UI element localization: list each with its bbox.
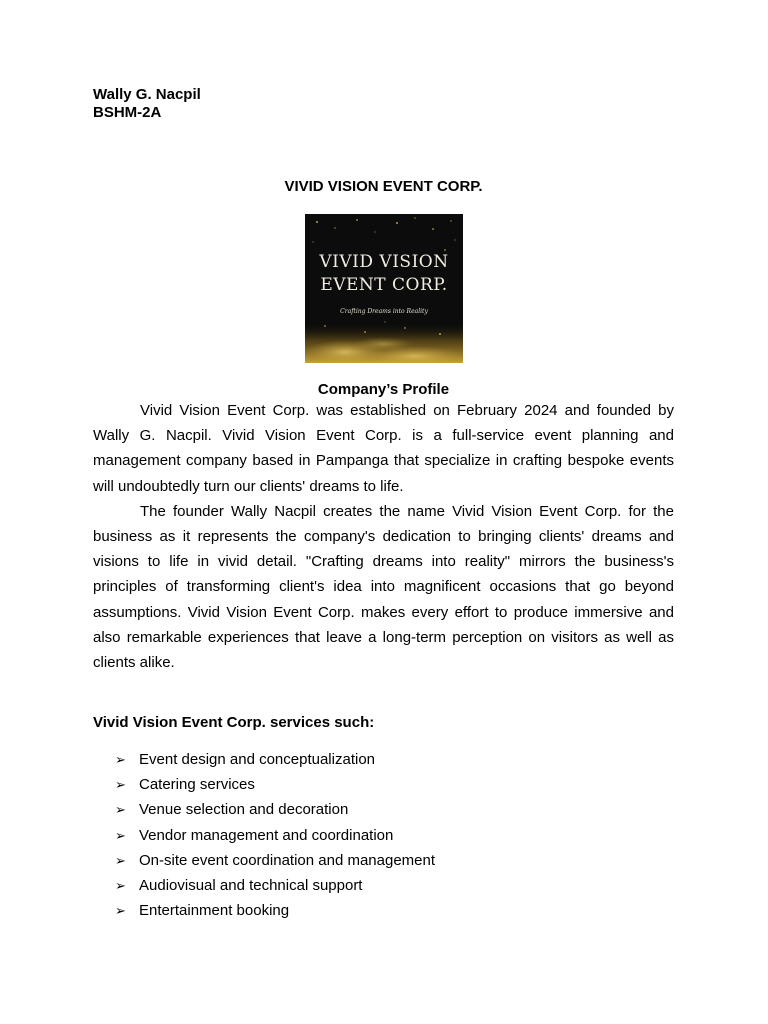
service-item-label: Venue selection and decoration (139, 801, 349, 819)
profile-paragraph-1: Vivid Vision Event Corp. was established on February 2024 and founded by Wally G. Nacpil. Vivid Vision Event Corp. is a full-service event planning and management company based in Pampanga that specialize in crafting bespoke events will undoubtedly turn our clients' dreams to life. (93, 402, 674, 495)
author-section: BSHM-2A (93, 104, 162, 121)
service-item-label: Entertainment booking (139, 902, 290, 920)
arrowhead-bullet-icon: ➢ (115, 827, 126, 843)
logo-tagline: Crafting Dreams into Reality (340, 308, 428, 315)
list-item (115, 797, 435, 822)
service-item-label: Catering services (139, 776, 255, 794)
list-item (115, 772, 435, 797)
service-item-label: Vendor management and coordination (139, 826, 394, 844)
arrowhead-bullet-icon: ➢ (115, 777, 126, 793)
arrowhead-bullet-icon: ➢ (115, 878, 126, 894)
arrowhead-bullet-icon: ➢ (115, 852, 126, 868)
company-logo-image (305, 214, 463, 363)
services-list (115, 747, 435, 923)
profile-body (93, 398, 674, 675)
arrowhead-bullet-icon: ➢ (115, 903, 126, 919)
profile-paragraph-2: The founder Wally Nacpil creates the name Vivid Vision Event Corp. for the business as it represents the company's dedication to bringing clients' dreams and visions to life in vivid detail. "Crafting dreams into reality" mirrors the business's principles of transforming client's idea into magnificent occasions that go beyond assumptions. Vivid Vision Event Corp. makes every effort to produce immersive and also remarkable experiences that leave a long-term perception on visitors as well as clients alike. (93, 502, 674, 672)
arrowhead-bullet-icon: ➢ (115, 752, 126, 767)
logo-line-2: EVENT CORP. (320, 275, 448, 295)
list-item (115, 873, 435, 898)
service-item-label: Event design and conceptualization (139, 751, 376, 768)
company-logo (305, 214, 463, 363)
document-page (93, 86, 674, 920)
list-item (115, 898, 435, 923)
arrowhead-bullet-icon: ➢ (115, 802, 126, 818)
service-item-label: Audiovisual and technical support (139, 877, 363, 895)
services-heading: Vivid Vision Event Corp. services such: (93, 714, 375, 731)
document-title: VIVID VISION EVENT CORP. (284, 178, 483, 195)
list-item (115, 848, 435, 873)
list-item (115, 747, 435, 772)
profile-heading: Company’s Profile (317, 381, 450, 398)
logo-line-1: VIVID VISION (319, 252, 449, 272)
author-name: Wally G. Nacpil (93, 86, 201, 103)
list-item (115, 823, 435, 848)
service-item-label: On-site event coordination and management (139, 851, 436, 869)
